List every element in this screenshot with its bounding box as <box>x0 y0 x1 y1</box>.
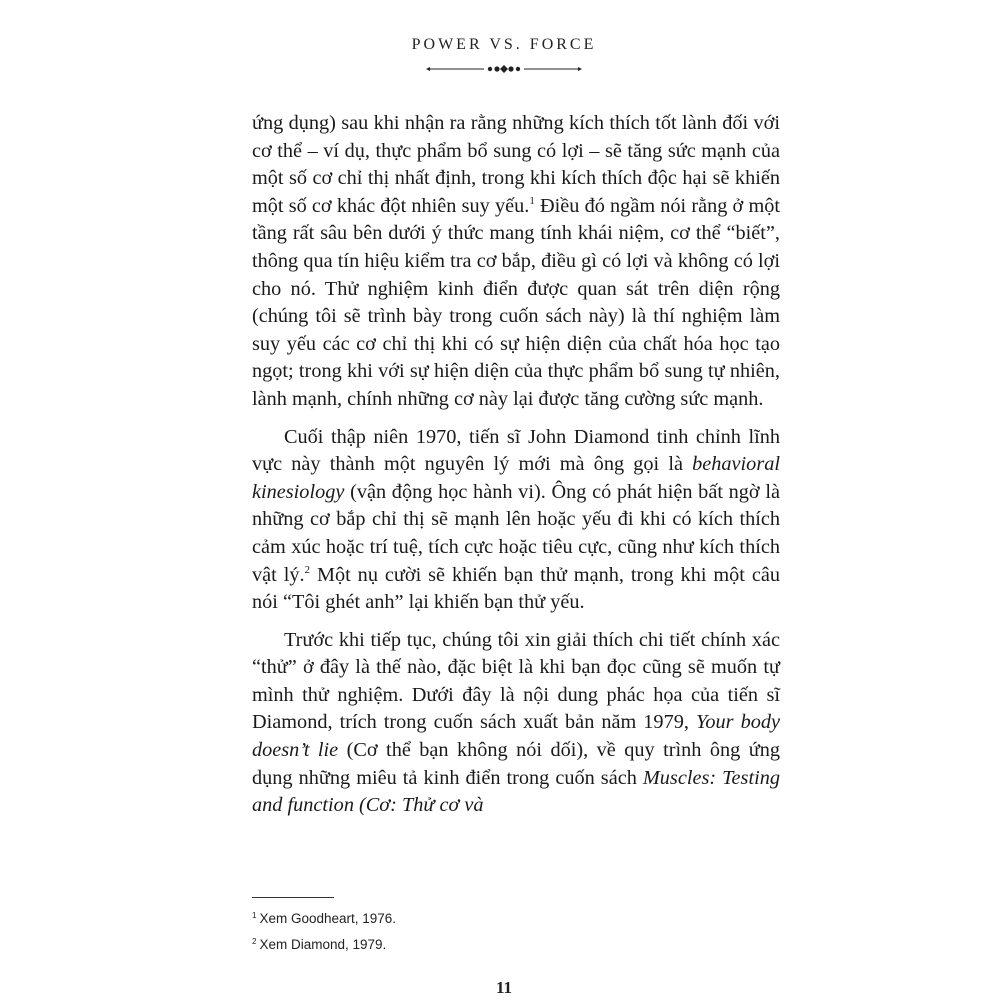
paragraph-1-text: ứng dụng) sau khi nhận ra rằng những kích thích tốt lành đối với cơ thể – ví dụ, thực phẩm bổ sung có lợi – sẽ tăng sức mạnh của một số cơ chỉ thị nhất định, trong khi kích thích độc hại sẽ khiến một số cơ khác đột nhiên suy yếu. <box>252 112 780 217</box>
footnote-ref-2: 2 <box>304 563 311 576</box>
footnote-2-text: Xem Diamond, 1979. <box>259 937 387 952</box>
footnote-2 <box>252 932 772 958</box>
footnote-divider <box>252 897 334 898</box>
running-head-title: POWER VS. FORCE <box>411 36 597 53</box>
footnote-2-mark: 2 <box>252 936 257 946</box>
body-text <box>252 110 780 830</box>
footnotes <box>252 906 772 958</box>
paragraph-3 <box>252 627 780 820</box>
footnote-1-mark: 1 <box>252 910 257 920</box>
footnote-1-text: Xem Goodheart, 1976. <box>259 911 397 926</box>
footnote-ref-1: 1 <box>529 195 535 208</box>
paragraph-3-book-title-1: Your body doesn’t lie <box>252 711 780 762</box>
paragraph-3-start: Trước khi tiếp tục, chúng tôi xin giải thích chi tiết chính xác “thử” ở đây là thế nào, đặc biệt là khi bạn đọc cũng sẽ muốn tự mình thử nghiệm. Dưới đây là nội dung phác họa của tiến sĩ Diamond, trích trong cuốn sách xuất bản năm 1979, <box>252 628 780 734</box>
paragraph-3-book-title-2: Muscles: Testing and function (Cơ: Thử cơ và <box>252 766 781 817</box>
page-number: 11 <box>495 978 513 997</box>
paragraph-1 <box>252 110 780 414</box>
paragraph-2-tail: Một nụ cười sẽ khiến bạn thử mạnh, trong khi một câu nói “Tôi ghét anh” lại khiến bạn thử yếu. <box>252 563 780 614</box>
paragraph-2-mid: (vận động học hành vi). Ông có phát hiện bất ngờ là những cơ bắp chỉ thị sẽ mạnh lên hoặc yếu đi khi có kích thích cảm xúc hoặc trí tuệ, tích cực hoặc tiêu cực, cũng như kích thích vật lý. <box>252 480 780 586</box>
paragraph-2-italic-term: behavioral kinesiology <box>252 453 780 503</box>
dotted-ornament-icon <box>424 63 584 75</box>
paragraph-2 <box>252 424 780 617</box>
footnote-1 <box>252 906 772 932</box>
paragraph-2-start: Cuối thập niên 1970, tiến sĩ John Diamond tinh chỉnh lĩnh vực này thành một nguyên lý mới mà ông gọi là <box>252 425 780 476</box>
paragraph-3-mid: (Cơ thể bạn không nói dối), về quy trình ông ứng dụng những miêu tả kinh điển trong cuốn sách <box>252 739 780 789</box>
paragraph-1-tail: Điều đó ngầm nói rằng ở một tầng rất sâu bên dưới ý thức mang tính khái niệm, cơ thể “biết”, thông qua tín hiệu kiểm tra cơ bắp, điều gì có lợi và không có lợi cho nó. Thử nghiệm kinh điển được quan sát trên diện rộng (chúng tôi sẽ trình bày trong cuốn sách này) là thí nghiệm làm suy yếu các cơ chỉ thị khi có sự hiện diện của chất hóa học tạo ngọt; trong khi với sự hiện diện của thực phẩm bổ sung tự nhiên, lành mạnh, chính những cơ này lại được tăng cường sức mạnh. <box>252 194 781 410</box>
